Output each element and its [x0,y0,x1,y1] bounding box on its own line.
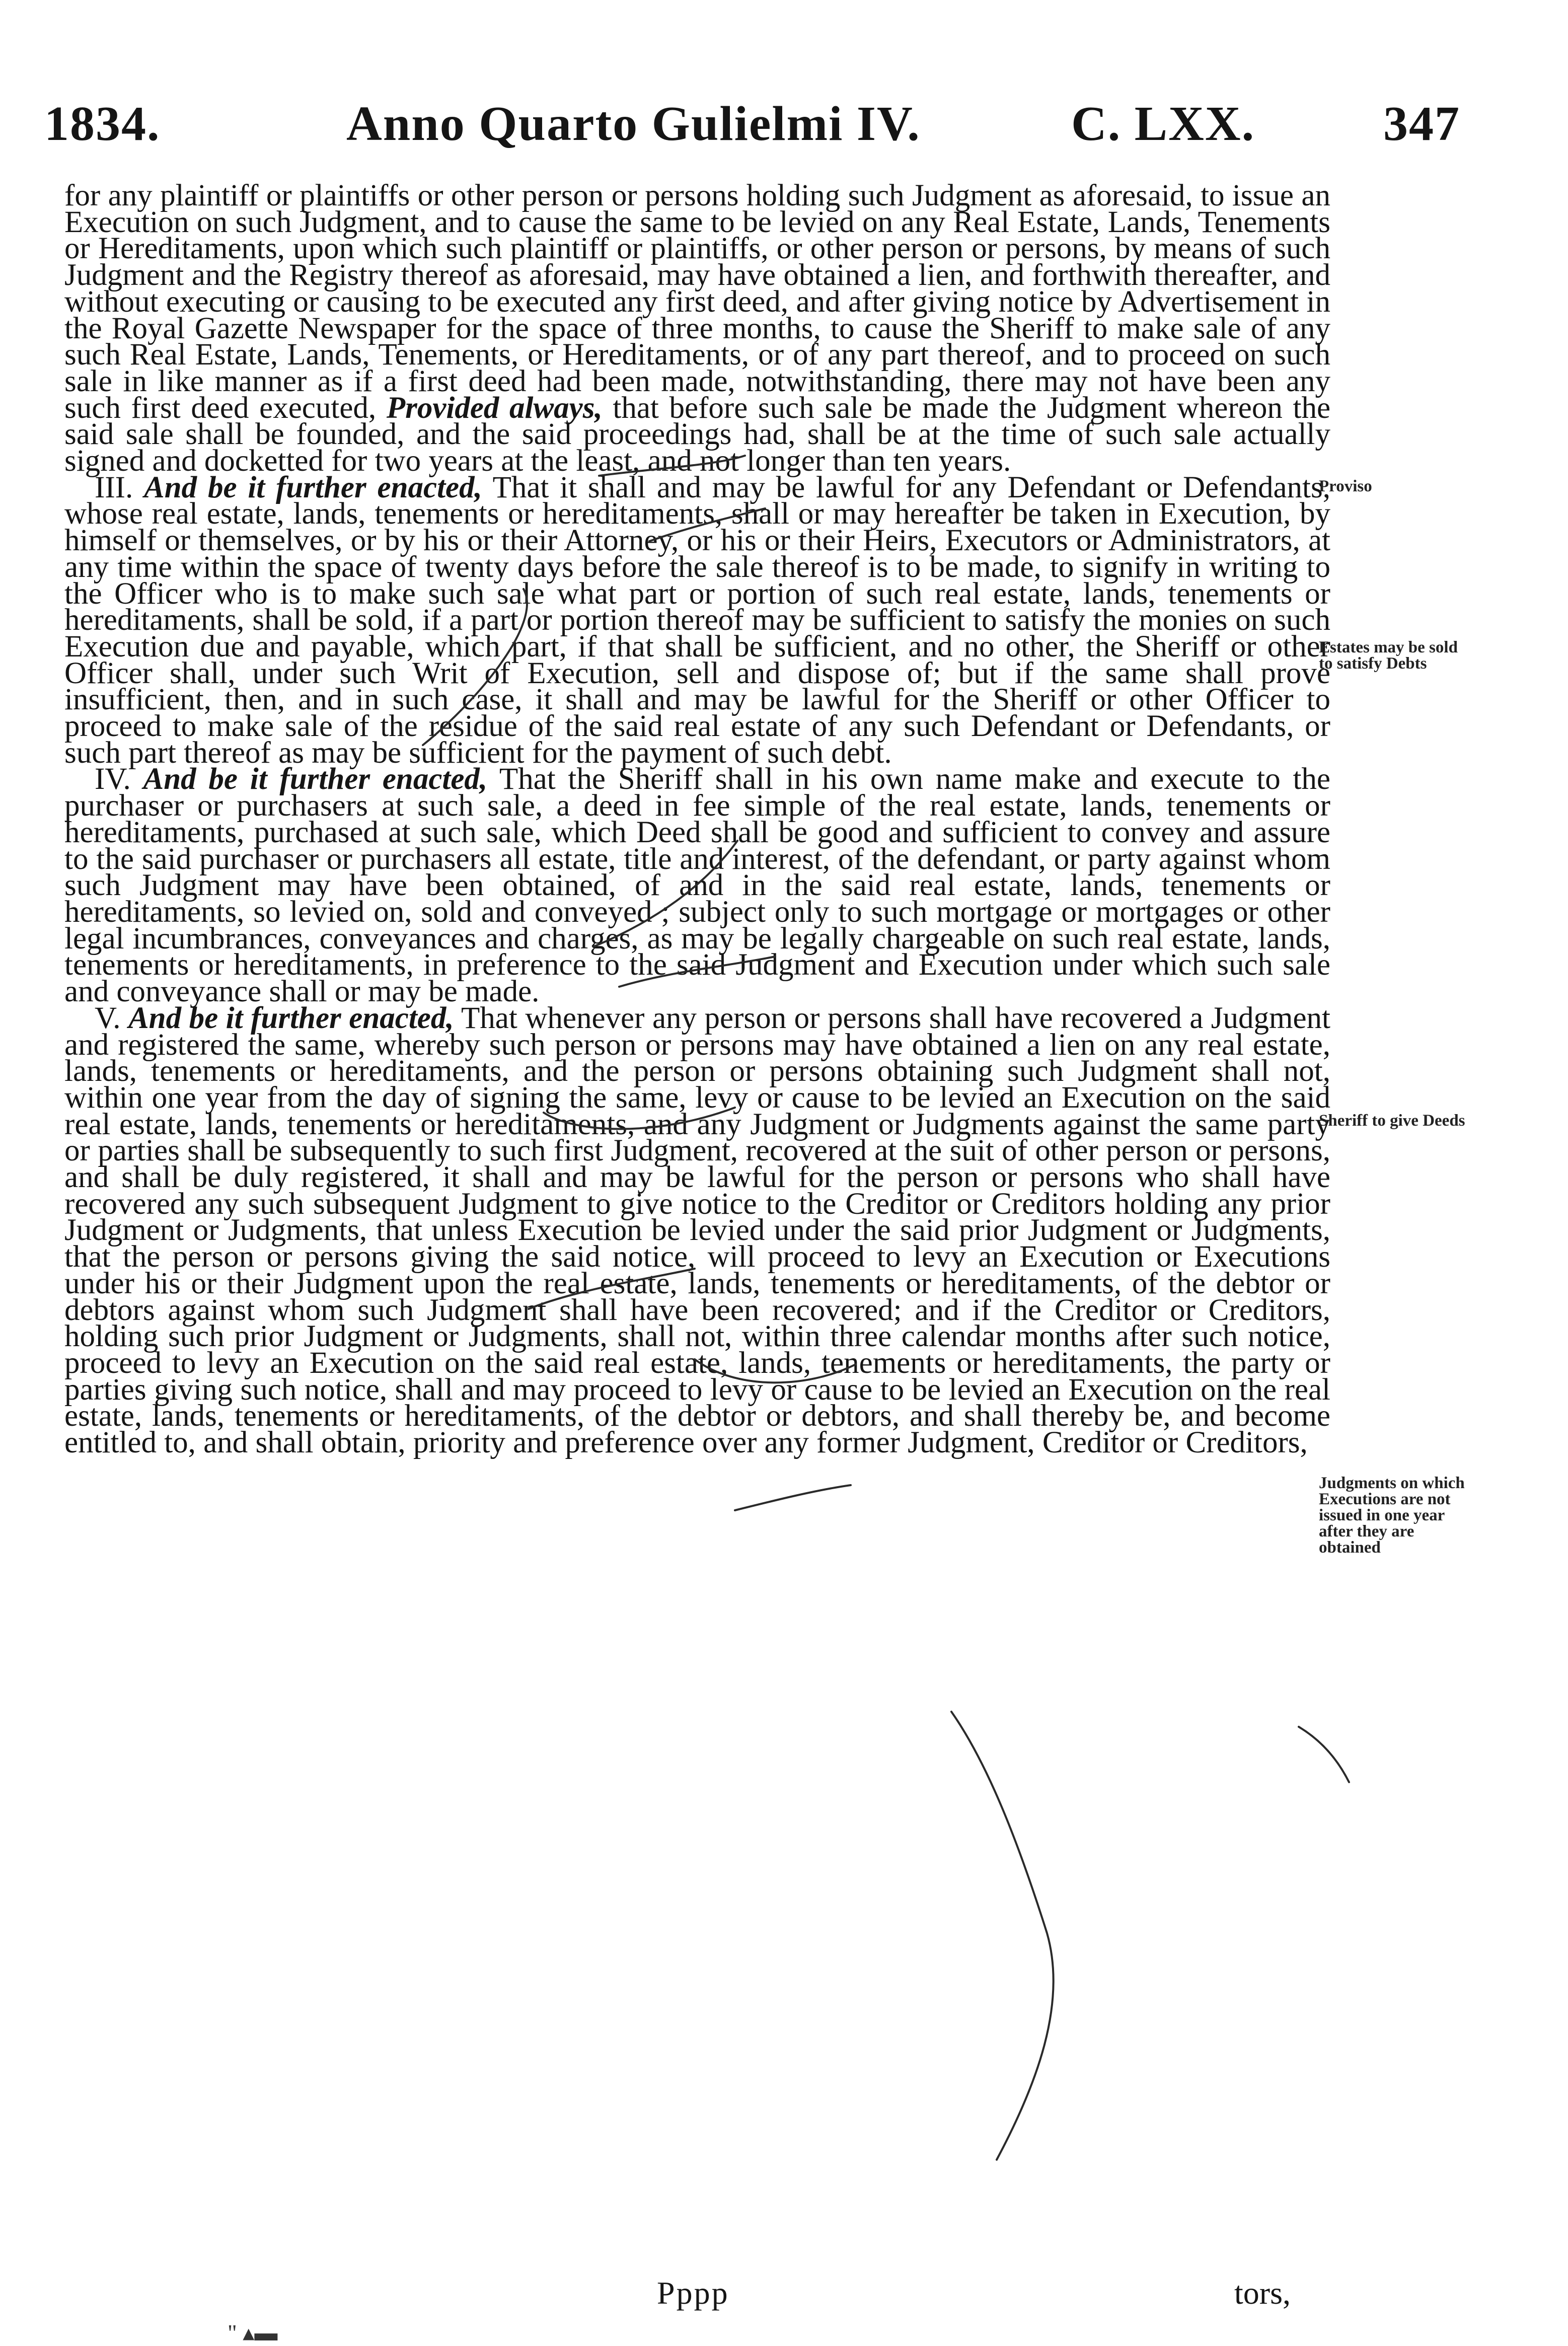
header-page-number: 347 [1383,97,1460,151]
section-4-number: IV. [95,762,131,796]
proviso-phrase: Provided always, [386,391,603,425]
section-5-enacting-clause: And be it further enacted, [128,1001,454,1035]
ink-smudge: " ▴▬ [228,2320,278,2345]
p1-end-text: that before such sale be made the Judgment whereon the said sale shall be founded, and the said proceedings had, shall be at the time of such sale actually signed and docketted for two years at the least, and not longer than ten years. [64,391,1331,478]
section-5-number: V. [95,1001,121,1035]
section-5 [64,1001,1331,1460]
section-5-text: That whenever any person or persons shall have recovered a Judgment and registered the same, whereby such person or persons may have obtained a lien on any real estate, lands, tenements or hereditaments, and the person or persons obtaining such Judgment shall not, within one year from the day of signing the same, levy or cause to be levied an Execution on the said real estate, lands, tenements or hereditaments, and any Judgment or Judgments against the same party or parties shall be subsequently to such first Judgment, recovered at the suit of other person or persons, and shall be duly registered, it shall and may be lawful for the person or persons who shall have recovered any such subsequent Judgment to give notice to the Creditor or Creditors holding any prior Judgment or Judgments, that unless Execution be levied under the said prior Judgment or Judgments, that the person or persons giving the said notice, will proceed to levy an Execution or Executions under his or their Judgment upon the real estate, lands, tenements or hereditaments, of the debtor or debtors against whom such Judgment shall have been recovered; and if the Creditor or Creditors, holding such prior Judgment or Judgments, shall not, within three calendar months after such notice, proceed to levy an Execution on the said real estate, lands, tenements or hereditaments, the party or parties giving such notice, shall and may proceed to levy or cause to be levied an Execution on the real estate, lands, tenements or hereditaments, of the debtor or debtors, and shall thereby be, and become entitled to, and shall obtain, priority and preference over any former Judgment, Creditor or Creditors, [64,1001,1331,1460]
margin-note-judgments-not-issued: Judgments on which Executions are not issued in one year after they are obtained [1319,1474,1465,1557]
section-3 [64,470,1330,770]
section-3-text: That it shall and may be lawful for any Defendant or Defendants, whose real estate, lands, tenements or hereditaments, shall or may hereafter be taken in Execution, by himself or themselves, or by his or their Attorney, or his or their Heirs, Executors or Administrators, at any time within the space of twenty days before the sale thereof is to be made, to signify in writing to the Officer who is to make such sale what part or portion of such real estate, lands, tenements or hereditaments, shall be sold, if a part or portion thereof may be sufficient to satisfy the monies on such Execution due and payable, which part, if that shall be sufficient, and no other, the Sheriff or other Officer shall, under such Writ of Execution, sell and dispose of; but if the same shall prove insufficient, then, and in such case, it shall and may be lawful for the Sheriff or other Officer to proceed to make sale of the residue of the said real estate of any such Defendant or Defendants, or such part thereof as may be sufficient for the payment of such debt. [64,470,1330,770]
pen-stroke-9 [735,1485,851,1510]
statute-text [64,179,1331,1460]
margin-note-estates-sold: Estates may be sold to satisfy Debts [1319,638,1458,673]
catchword: tors, [1234,2275,1291,2311]
paragraph-continuation [64,179,1331,478]
pen-stroke-10 [951,1712,1054,2160]
header-chapter: C. LXX. [1071,97,1255,151]
running-header [44,96,1460,166]
pen-stroke-11 [1299,1727,1349,1782]
section-4-text: That the Sheriff shall in his own name make and execute to the purchaser or purchasers at such sale, a deed in fee simple of the real estate, lands, tenements or hereditaments, purchased at such sale, which Deed shall be good and sufficient to convey and assure to the said purchaser or purchasers all estate, title and interest, of the defendant, or party against whom such Judgment may have been obtained, of and in the said real estate, lands, tenements or hereditaments, so levied on, sold and conveyed ; subject only to such mortgage or mortgages or other legal incumbrances, conveyances and charges, as may be legally chargeable on such real estate, lands, tenements or hereditaments, in preference to the said Judgment and Execution under which such sale and conveyance shall or may be made. [64,762,1330,1009]
header-title: Anno Quarto Gulielmi IV. [346,97,921,151]
section-4-enacting-clause: And be it further enacted, [143,762,488,796]
section-3-number: III. [95,470,133,504]
section-4 [64,762,1330,1009]
margin-note-sheriff-deeds: Sheriff to give Deeds [1319,1112,1465,1130]
margin-note-proviso: Proviso [1319,477,1372,495]
header-year: 1834. [44,97,161,151]
p1-text: for any plaintiff or plaintiffs or other person or persons holding such Judgment as aforesaid, to issue an Execution on such Judgment, and to cause the same to be levied on any Real Estate, Lands, Tenements or Hereditaments, upon which such plaintiff or plaintiffs, or other person or persons, by means of such Judgment and the Registry thereof as aforesaid, may have obtained a lien, and forthwith thereafter, and without executing or causing to be executed any first deed, and after giving notice by Advertisement in the Royal Gazette Newspaper for the space of three months, to cause the Sheriff to make sale of any such Real Estate, Lands, Tenements, or Hereditaments, or of any part thereof, and to proceed on such sale in like manner as if a first deed had been made, notwithstanding, there may not have been any such first deed executed, [64,179,1330,425]
section-3-enacting-clause: And be it further enacted, [144,470,482,504]
signature-mark: Pppp [657,2275,729,2311]
